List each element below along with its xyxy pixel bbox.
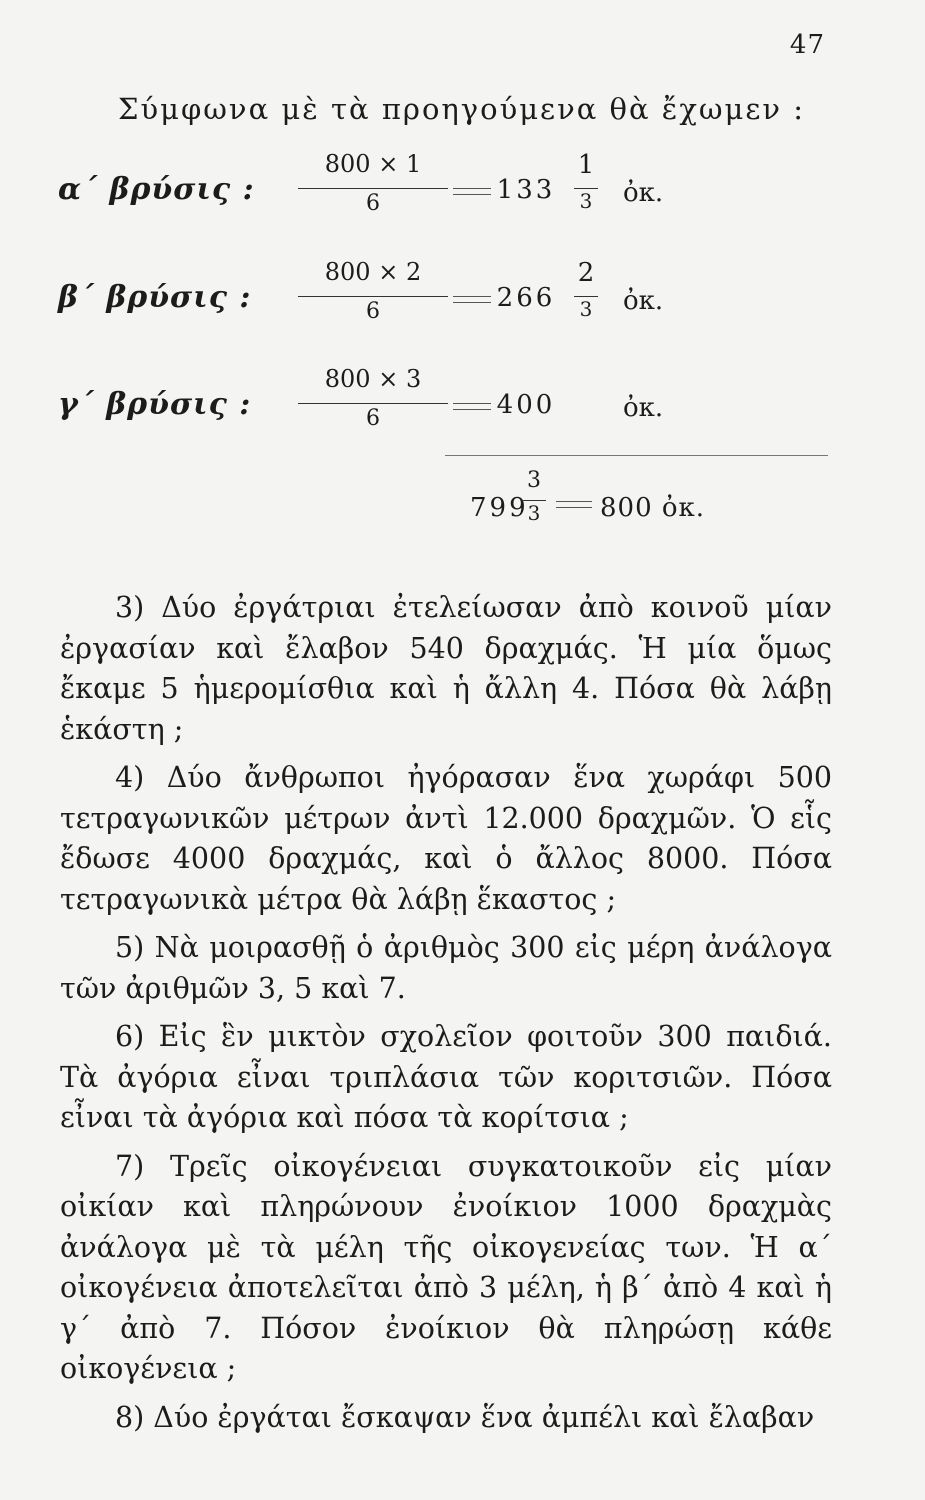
page-number: 47	[789, 30, 825, 60]
unit: ὀκ.	[623, 286, 664, 316]
calc-row-1	[58, 150, 818, 240]
fraction-denominator: 6	[366, 299, 380, 324]
result-whole: 400	[496, 390, 556, 420]
fraction-numerator: 800 × 1	[324, 150, 422, 178]
result-fraction-numerator: 2	[577, 258, 595, 288]
result-fraction-denominator: 3	[579, 189, 593, 213]
equals-sign-bottom	[453, 194, 491, 195]
equals-sign-top	[453, 403, 491, 404]
equals-sign-bottom	[453, 409, 491, 410]
problem-8: 8) Δύο ἐργάται ἔσκαψαν ἕνα ἀμπέλι καὶ ἔλαβαν	[115, 1400, 815, 1434]
fraction-denominator: 6	[366, 406, 380, 431]
problem-7: 7) Τρεῖς οἰκογένειαι συγκατοικοῦν εἰς μίαν οἰκίαν καὶ πληρώνουν ἐνοίκιον 1000 δραχμὰς ἀνάλογα μὲ τὰ μέλη τῆς οἰκογενείας των. Ἡ α΄ οἰκογένεια ἀποτελεῖται ἀπὸ 3 μέλη, ἡ β΄ ἀπὸ 4 καὶ ἡ γ΄ ἀπὸ 7. Πόσον ἐνοίκιον θὰ πληρώσῃ κάθε οἰκογένεια ;	[60, 1149, 832, 1385]
result-fraction	[574, 258, 598, 321]
calc-row-3	[58, 365, 818, 455]
fraction	[298, 258, 448, 324]
fraction-numerator: 800 × 3	[324, 365, 422, 393]
fraction-denominator: 6	[366, 191, 380, 216]
fraction-bar	[298, 188, 448, 189]
total-whole: 799	[470, 493, 529, 523]
unit: ὀκ.	[623, 393, 664, 423]
result-whole: 266	[496, 283, 556, 313]
problem-4: 4) Δύο ἄνθρωποι ἠγόρασαν ἕνα χωράφι 500 τετραγωνικῶν μέτρων ἀντὶ 12.000 δραχμῶν. Ὁ εἷς ἔδωσε 4000 δραχμάς, καὶ ὁ ἄλλος 8000. Πόσα τετραγωνικὰ μέτρα θὰ λάβῃ ἕκαστος ;	[60, 761, 832, 916]
calc-label: β΄ βρύσις :	[58, 280, 252, 315]
problem-3: 3) Δύο ἐργάτριαι ἐτελείωσαν ἀπὸ κοινοῦ μίαν ἐργασίαν καὶ ἔλαβον 540 δραχμάς. Ἡ μία ὅμως ἔκαμε 5 ἡμερομίσθια καὶ ἡ ἄλλη 4. Πόσα θὰ λάβῃ ἑκάστη ;	[60, 591, 832, 746]
total-result: 800 ὀκ.	[600, 493, 706, 523]
result-fraction	[574, 150, 598, 213]
problem-5: 5) Νὰ μοιρασθῇ ὁ ἀριθμὸς 300 εἰς μέρη ἀνάλογα τῶν ἀριθμῶν 3, 5 καὶ 7.	[60, 931, 832, 1005]
result-fraction-numerator: 1	[577, 150, 595, 180]
total-row	[0, 468, 925, 538]
calc-label: γ΄ βρύσις :	[58, 387, 252, 422]
fraction-bar	[298, 403, 448, 404]
problem-list	[60, 588, 832, 1446]
calc-label: α΄ βρύσις :	[58, 172, 255, 207]
equals-sign-bottom	[453, 302, 491, 303]
calc-row-2	[58, 258, 818, 348]
equals-sign-bottom	[556, 507, 592, 508]
intro-line: Σύμφωνα μὲ τὰ προηγούμενα θὰ ἔχωμεν :	[118, 92, 806, 126]
total-fraction-numerator: 3	[527, 468, 541, 493]
fraction	[298, 365, 448, 431]
result-whole: 133	[496, 175, 556, 205]
problem-6: 6) Εἰς ἓν μικτὸν σχολεῖον φοιτοῦν 300 παιδιά. Τὰ ἀγόρια εἶναι τριπλάσια τῶν κοριτσιῶν. Πόσα εἶναι τὰ ἀγόρια καὶ πόσα τὰ κορίτσια ;	[60, 1020, 832, 1134]
total-fraction-denominator: 3	[527, 501, 541, 525]
fraction-numerator: 800 × 2	[324, 258, 422, 286]
equals-sign-top	[453, 188, 491, 189]
total-fraction	[522, 468, 546, 525]
fraction-bar	[298, 296, 448, 297]
unit: ὀκ.	[623, 178, 664, 208]
sum-line	[445, 455, 828, 456]
equals-sign-top	[556, 501, 592, 502]
result-fraction-denominator: 3	[579, 297, 593, 321]
fraction	[298, 150, 448, 216]
equals-sign-top	[453, 296, 491, 297]
